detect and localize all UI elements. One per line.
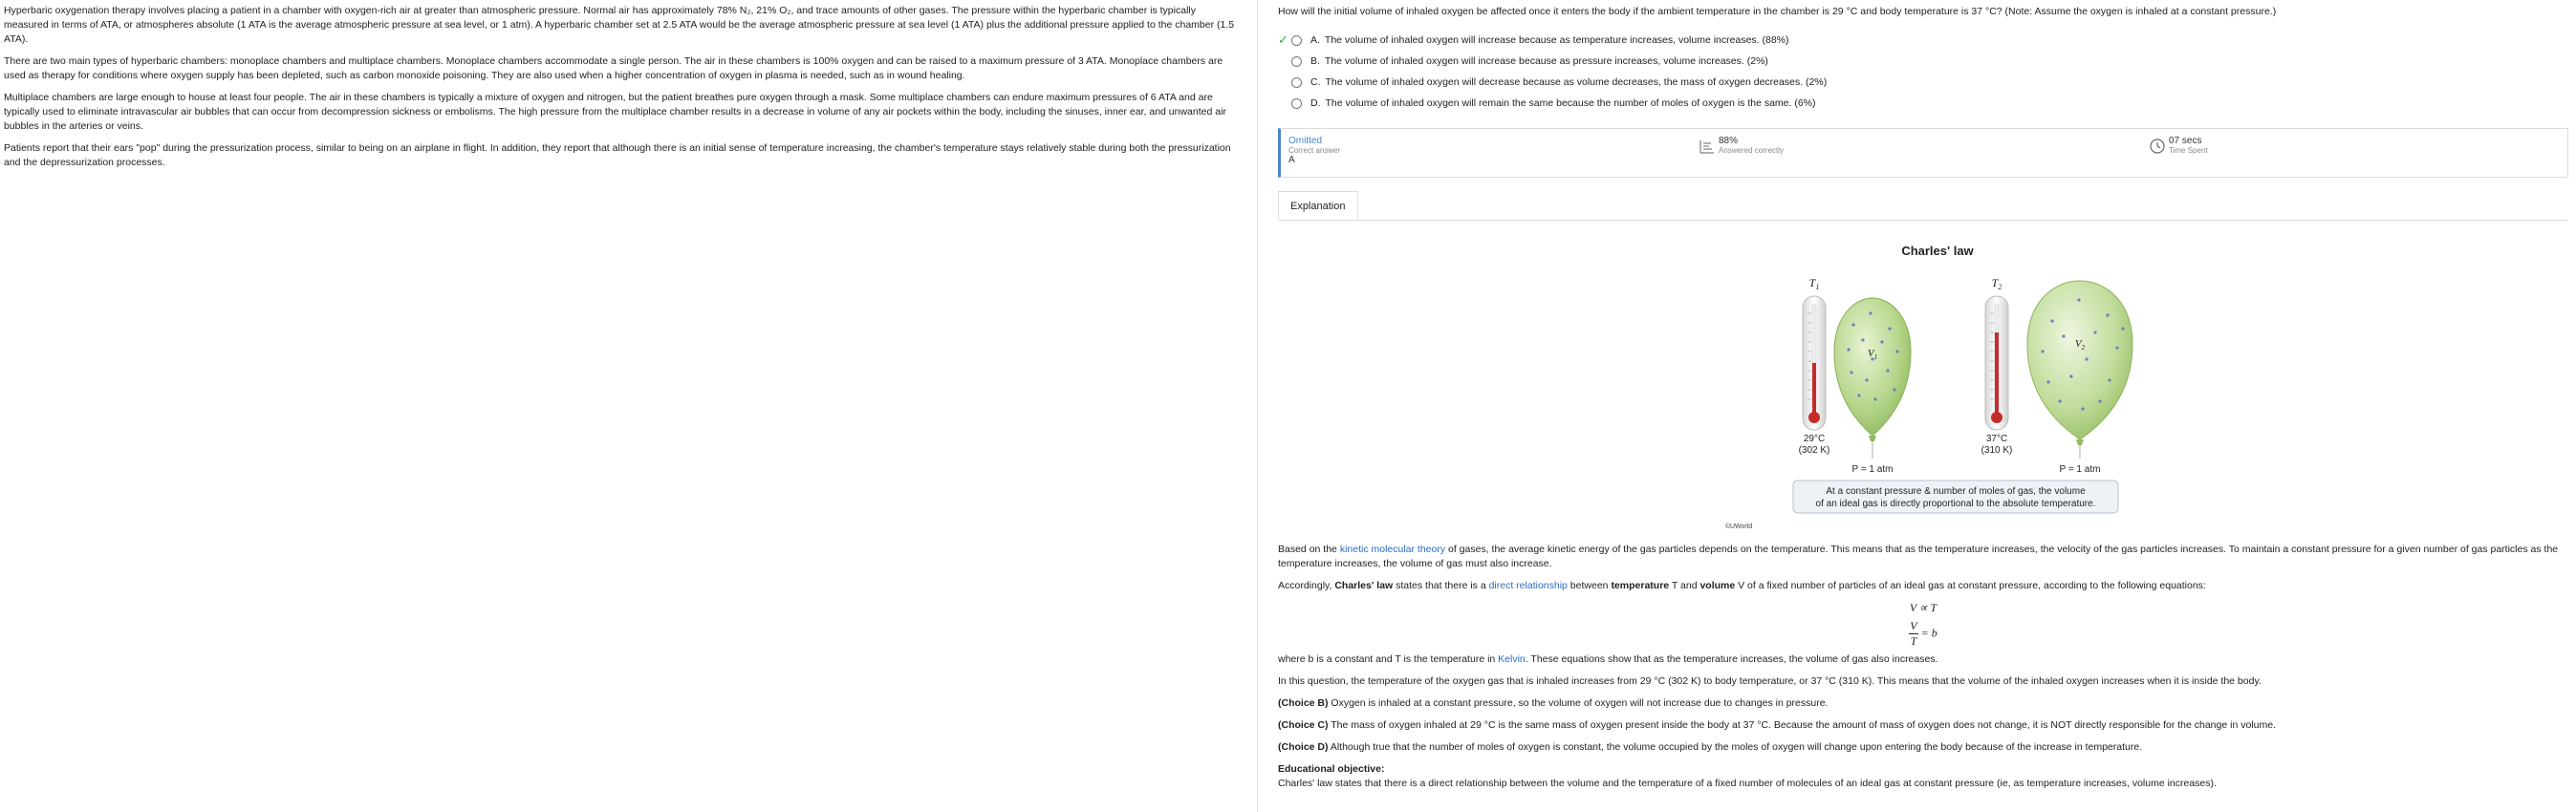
- copyright-credit: ©UWorld: [1724, 524, 1753, 530]
- chart-bars-icon: [1699, 139, 1715, 154]
- choice-d-explanation: (Choice D) Although true that the number of moles of oxygen is constant, the volume occupied by the moles of oxygen will change upon entering the body because of the increase in temperature.: [1278, 741, 2143, 753]
- percent-label: Answered correctly: [1719, 146, 1785, 155]
- time-value: 07 secs: [2169, 136, 2202, 146]
- passage-paragraph-3: Multiplace chambers are large enough to house at least four people. The air in these chambers is typically a mixture of oxygen and nitrogen, but the patient breathes pure oxygen through a mask. Some multiplace chambers can endure maximum pressures of 6 ATA and are typically used to eliminate intravascular air bubbles that can occur from decompression sickness or embolisms. The high pressure from the multiplace chamber results in a decrease in volume of any air pockets within the body, including the sinuses, inner ear, and unwanted air bubbles in the arteries or veins.: [4, 92, 1226, 132]
- pressure-2: P = 1 atm: [2059, 464, 2101, 475]
- check-icon: ✓: [1278, 32, 1288, 47]
- balloon-1: [1834, 298, 1911, 459]
- caption-line-2: of an ideal gas is directly proportional to the absolute temperature.: [1815, 499, 2096, 509]
- choice-letter: B.: [1310, 55, 1320, 67]
- radio-button[interactable]: [1291, 98, 1302, 109]
- t1-label: $T_1$: [1808, 276, 1820, 291]
- stats-bar: [1278, 128, 2568, 178]
- pressure-1: P = 1 atm: [1851, 464, 1894, 475]
- temp2-kelvin: (310 K): [1981, 445, 2013, 456]
- choice-text: The volume of inhaled oxygen will increase because as pressure increases, volume increases. (2%): [1324, 55, 1768, 67]
- direct-relationship-link[interactable]: direct relationship: [1488, 580, 1568, 591]
- choice-a[interactable]: [1278, 32, 1789, 48]
- correct-answer-label: Correct answer: [1288, 146, 1341, 155]
- choice-text: The volume of inhaled oxygen will remain the same because the number of moles of oxygen is the same. (6%): [1325, 97, 1816, 109]
- temp1-celsius: 29°C: [1803, 434, 1826, 444]
- radio-button[interactable]: [1291, 77, 1302, 88]
- charles-law-figure: [1708, 237, 2167, 533]
- choice-text: The volume of inhaled oxygen will increase because as temperature increases, volume increases. (88%): [1324, 34, 1789, 46]
- explanation-body: [1278, 543, 2568, 799]
- kinetic-theory-link[interactable]: kinetic molecular theory: [1339, 544, 1446, 555]
- choice-letter: C.: [1310, 76, 1321, 88]
- v2-label: $V_2$: [2074, 338, 2086, 352]
- tab-explanation[interactable]: Explanation: [1278, 191, 1358, 220]
- balloon-2: [2027, 281, 2132, 459]
- percent-value: 88%: [1719, 136, 1739, 146]
- answer-status: [1288, 137, 1340, 165]
- choice-c[interactable]: [1278, 75, 1827, 90]
- status-label: Omitted: [1288, 136, 1323, 146]
- t2-label: $T_2$: [1991, 276, 2002, 291]
- thermometer-2: [1985, 296, 2008, 430]
- explanation-paragraph-3: where b is a constant and T is the temperature in Kelvin. These equations show that as the temperature increases, the volume of gas also increases.: [1278, 653, 1938, 665]
- choice-b-explanation: (Choice B) Oxygen is inhaled at a constant pressure, so the volume of oxygen will not increase due to changes in pressure.: [1278, 697, 1829, 709]
- percent-correct: [1719, 137, 1784, 156]
- equation-proportional: V ∝ T: [1909, 601, 1937, 614]
- radio-button[interactable]: [1291, 35, 1302, 46]
- choice-letter: A.: [1310, 34, 1320, 46]
- correct-answer-value: A: [1288, 155, 1295, 165]
- educational-objective-text: Charles' law states that there is a direct relationship between the volume and the temperature of a fixed number of molecules of an ideal gas at constant pressure (ie, as temperature increases, volume increases).: [1278, 778, 2217, 789]
- educational-objective-heading: Educational objective:: [1278, 763, 1385, 775]
- passage-paragraph-4: Patients report that their ears "pop" during the pressurization process, similar to being on an airplane in flight. In addition, they report that although there is an initial sense of temperature increasing, the chamber's temperature stays relatively stable during both the pressurization and the depressurization processes.: [4, 142, 1231, 168]
- equation-ratio: $\frac{V}{T}$ = b: [1910, 619, 1937, 648]
- thermometer-1: [1803, 296, 1826, 430]
- caption-line-1: At a constant pressure & number of moles of gas, the volume: [1826, 486, 2086, 497]
- passage-panel: [0, 0, 1258, 812]
- passage-paragraph-1: Hyperbaric oxygenation therapy involves placing a patient in a chamber with oxygen-rich air at greater than atmospheric pressure. Normal air has approximately 78% N₂, 21% O₂, and trace amounts of other gases. The pressure within the hyperbaric chamber is typically measured in terms of ATA, or atmospheres absolute (1 ATA is the average atmospheric pressure at sea level, or 1 atm). A hyperbaric chamber set at 2.5 ATA would be the average atmospheric pressure at sea level (1 ATA) plus the additional pressure applied to the chamber (1.5 ATA).: [4, 5, 1235, 45]
- temp2-celsius: 37°C: [1985, 434, 2008, 444]
- radio-button[interactable]: [1291, 56, 1302, 67]
- time-spent: [2169, 137, 2208, 156]
- passage-paragraph-2: There are two main types of hyperbaric chambers: monoplace chambers and multiplace chambers. Monoplace chambers accommodate a single person. The air in these chambers is 100% oxygen and can be raised to a maximum pressure of 3 ATA. Monoplace chambers are used as therapy for conditions where oxygen supply has been depleted, such as carbon monoxide poisoning. They are also used when a higher concentration of oxygen in plasma is needed, such as in wound healing.: [4, 55, 1223, 81]
- v1-label: $V_1$: [1867, 348, 1878, 361]
- choice-text: The volume of inhaled oxygen will decrease because as volume decreases, the mass of oxygen decreases. (2%): [1325, 76, 1828, 88]
- explanation-paragraph-4: In this question, the temperature of the oxygen gas that is inhaled increases from 29 °C (302 K) to body temperature, or 37 °C (310 K). This means that the volume of the inhaled oxygen increases when it is inside the body.: [1278, 675, 2262, 687]
- choice-b[interactable]: [1278, 53, 1768, 69]
- question-stem: How will the initial volume of inhaled oxygen be affected once it enters the body if the ambient temperature in the chamber is 29 °C and body temperature is 37 °C? (Note: Assume the oxygen is inhaled at a constant pressure.): [1278, 6, 2277, 17]
- tab-bar: [1278, 191, 2568, 221]
- temp1-kelvin: (302 K): [1798, 445, 1830, 456]
- time-label: Time Spent: [2169, 146, 2208, 155]
- explanation-paragraph-2: Accordingly, Charles' law states that there is a direct relationship between temperature T and volume V of a fixed number of particles of an ideal gas at constant pressure, according to the following equations:: [1278, 580, 2206, 591]
- choice-c-explanation: (Choice C) The mass of oxygen inhaled at 29 °C is the same mass of oxygen present inside the body at 37 °C. Because the amount of mass of oxygen does not change, it is NOT directly responsible for the change in volume.: [1278, 719, 2276, 731]
- choice-d[interactable]: [1278, 96, 1816, 111]
- kelvin-link[interactable]: Kelvin: [1498, 653, 1526, 665]
- choice-letter: D.: [1310, 97, 1321, 109]
- clock-icon: [2150, 139, 2165, 154]
- figure-title: Charles' law: [1901, 244, 1974, 258]
- explanation-paragraph-1: Based on the kinetic molecular theory of gases, the average kinetic energy of the gas particles depends on the temperature. This means that as the temperature increases, the velocity of the gas particles increases. To maintain a constant pressure for a given number of gas particles as the temperature increases, the volume of gas must also increase.: [1278, 544, 2559, 569]
